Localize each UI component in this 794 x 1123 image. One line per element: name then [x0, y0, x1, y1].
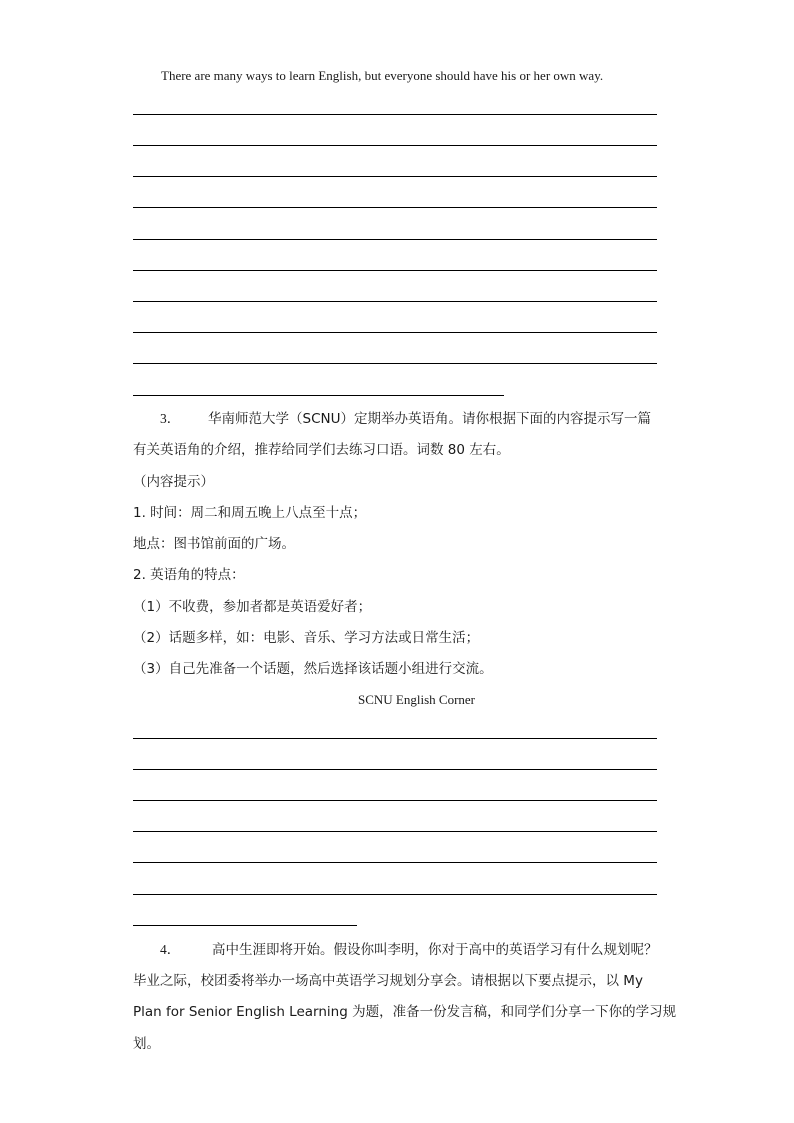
question-4-prompt-line4: 划。 — [133, 1036, 160, 1052]
writing-line[interactable] — [133, 239, 657, 240]
writing-line[interactable] — [133, 332, 657, 333]
writing-line[interactable] — [133, 894, 657, 895]
writing-line[interactable] — [133, 831, 657, 832]
hint-header: （内容提示） — [133, 474, 214, 490]
writing-line[interactable] — [133, 862, 657, 863]
hint-features-header: 2. 英语角的特点： — [133, 567, 245, 583]
hint-time: 1. 时间：周二和周五晚上八点至十点； — [133, 505, 367, 521]
writing-line[interactable] — [133, 270, 657, 271]
essay-title: SCNU English Corner — [358, 692, 475, 707]
writing-line[interactable] — [133, 800, 657, 801]
hint-place: 地点：图书馆前面的广场。 — [133, 536, 295, 552]
writing-line[interactable] — [133, 207, 657, 208]
writing-line[interactable] — [133, 114, 657, 115]
hint-feature-3: （3）自己先准备一个话题，然后选择该话题小组进行交流。 — [133, 661, 493, 677]
question-4-prompt-line2: 毕业之际，校团委将举办一场高中英语学习规划分享会。请根据以下要点提示，以 My — [133, 973, 643, 989]
question-number: 4． — [160, 942, 181, 957]
opening-sentence: There are many ways to learn English, but everyone should have his or her own way. — [161, 68, 604, 83]
writing-line[interactable] — [133, 301, 657, 302]
writing-line-short[interactable] — [133, 925, 357, 926]
hint-feature-2: （2）话题多样，如：电影、音乐、学习方法或日常生活； — [133, 630, 480, 646]
question-4-prompt-line3: Plan for Senior English Learning 为题，准备一份发言稿，和同学们分享一下你的学习规 — [133, 1004, 677, 1020]
writing-line[interactable] — [133, 738, 657, 739]
question-3-prompt-line1: 3． 华南师范大学（SCNU）定期举办英语角。请你根据下面的内容提示写一篇 — [160, 411, 651, 427]
writing-line[interactable] — [133, 769, 657, 770]
hint-feature-1: （1）不收费，参加者都是英语爱好者； — [133, 599, 372, 615]
writing-line[interactable] — [133, 363, 657, 364]
question-3-prompt-line2: 有关英语角的介绍，推荐给同学们去练习口语。词数 80 左右。 — [133, 442, 510, 458]
writing-line-short[interactable] — [133, 395, 504, 396]
writing-line[interactable] — [133, 176, 657, 177]
question-number: 3． — [160, 411, 181, 426]
writing-line[interactable] — [133, 145, 657, 146]
question-4-prompt-line1: 4． 高中生涯即将开始。假设你叫李明，你对于高中的英语学习有什么规划呢？ — [160, 942, 658, 958]
